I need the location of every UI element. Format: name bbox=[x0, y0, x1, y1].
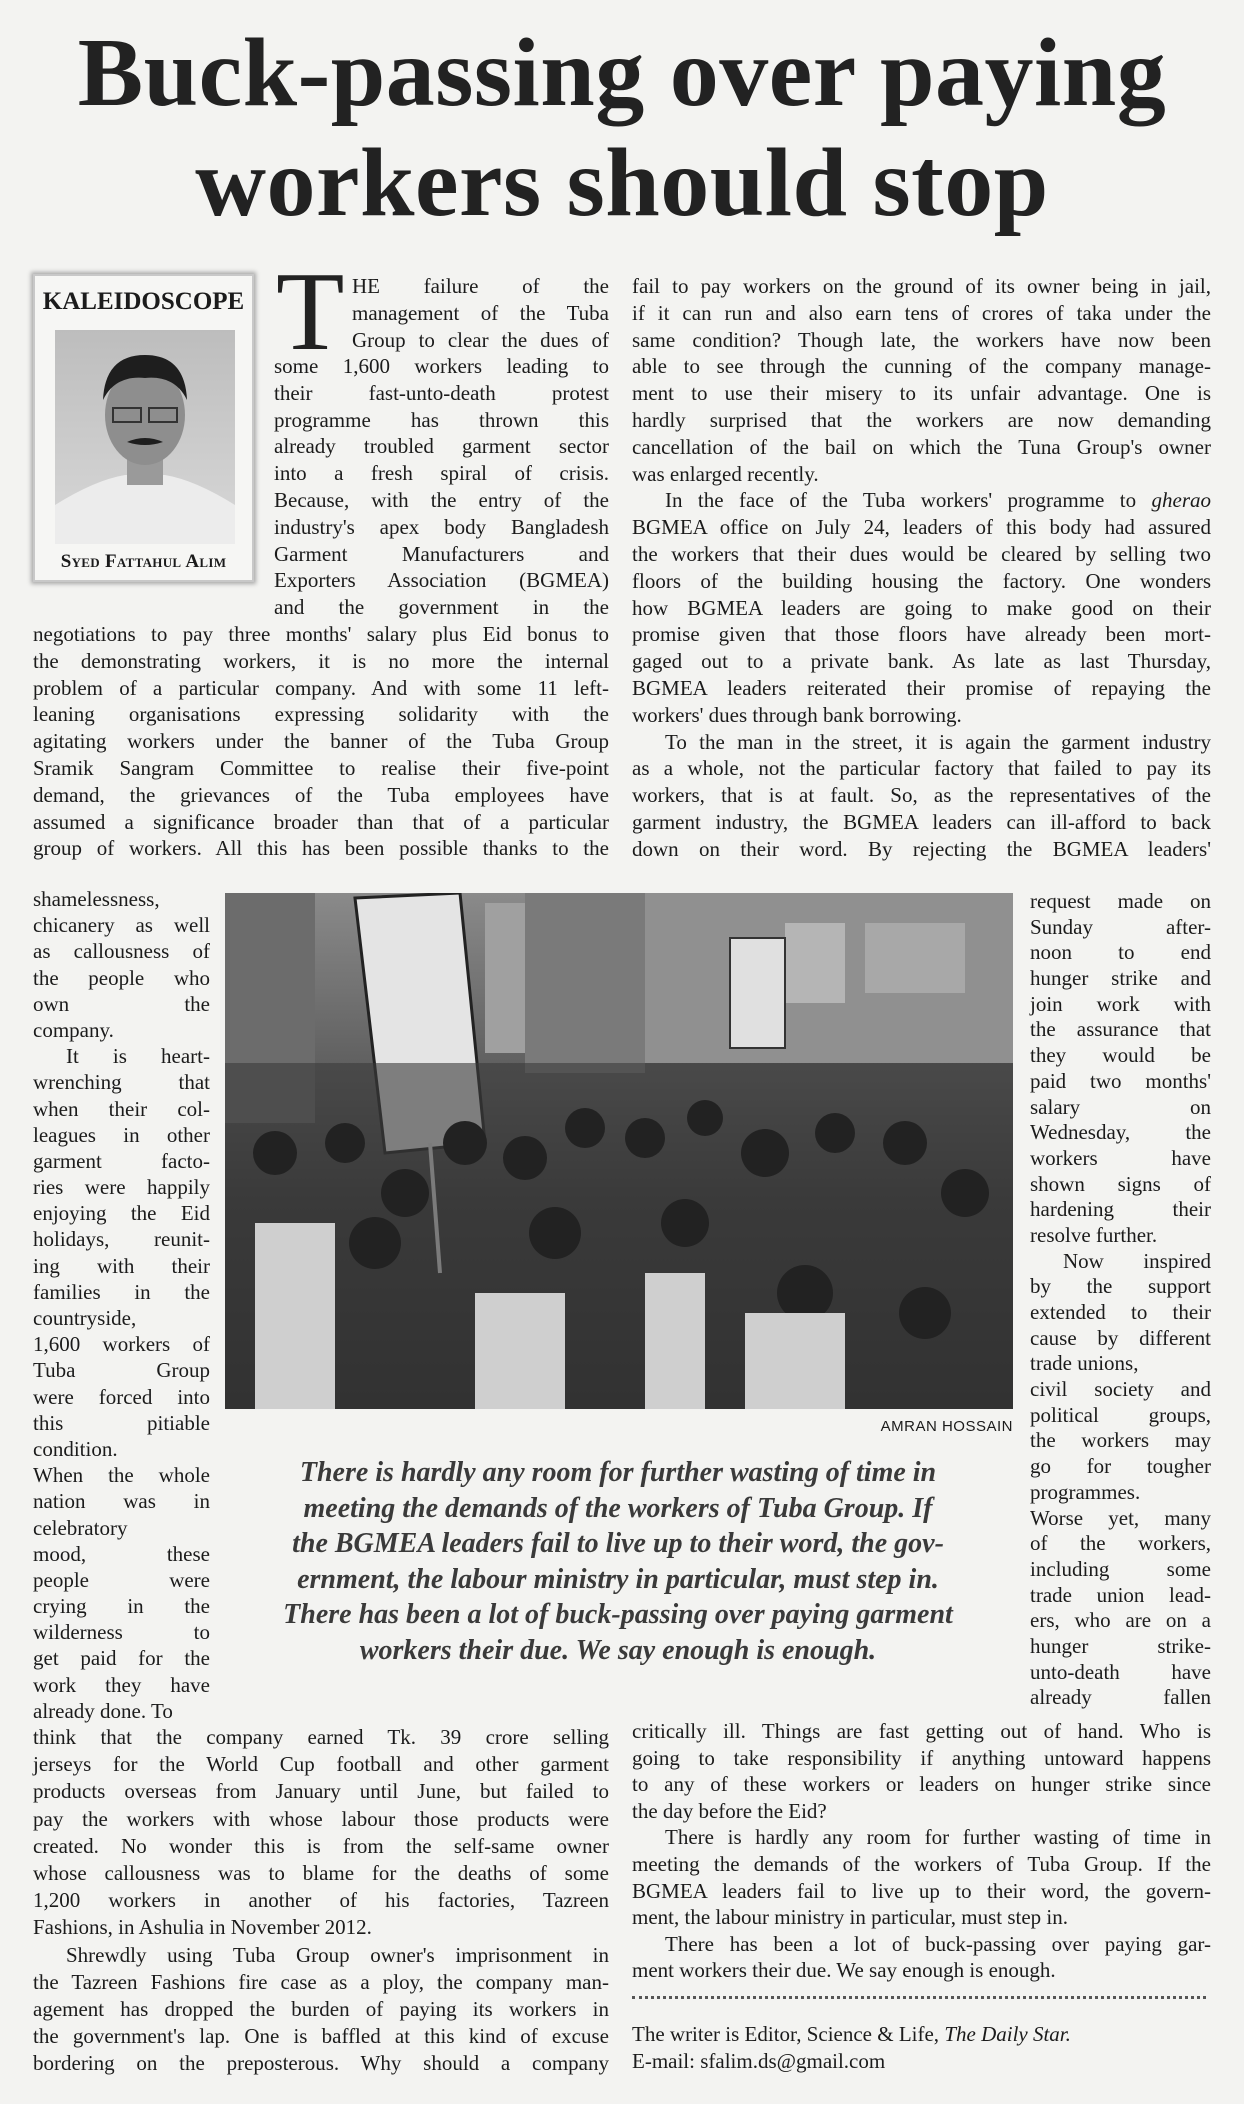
text-line: Wednesday, the bbox=[1030, 1120, 1211, 1145]
text-line: join work with bbox=[1030, 991, 1211, 1016]
text-line: people were bbox=[33, 1567, 210, 1592]
text-line: hardly surprised that the workers are now demanding bbox=[632, 407, 1211, 432]
text-line: It is heart- bbox=[66, 1044, 210, 1069]
text-line: HE failure of the bbox=[352, 274, 609, 298]
text-line: Fashions, in Ashulia in November 2012. bbox=[33, 1915, 372, 1940]
text-line: 1,600 workers of bbox=[33, 1332, 210, 1357]
pull-quote bbox=[238, 1455, 998, 1669]
text-line: by the support bbox=[1030, 1274, 1211, 1299]
text-line: condition. bbox=[33, 1436, 118, 1461]
text-line: critically ill. Things are fast getting out of hand. Who is bbox=[632, 1719, 1211, 1743]
intro-main-text bbox=[274, 353, 609, 621]
text-line: down on their word. By rejecting the BGMEA leaders' bbox=[632, 836, 1211, 861]
text-line: ing with their bbox=[33, 1253, 210, 1278]
text-line: unto-death have bbox=[1030, 1659, 1211, 1684]
text-line: demand, the grievances of the Tuba employees have bbox=[33, 782, 609, 807]
text-line: celebratory bbox=[33, 1515, 128, 1540]
text-line: hunger strike and bbox=[1030, 966, 1211, 991]
text-line: company. bbox=[33, 1017, 114, 1042]
text-line: BGMEA leaders reiterated their promise of repaying the bbox=[632, 675, 1211, 700]
text-line: chicanery as well bbox=[33, 913, 210, 938]
text-line: the people who bbox=[33, 965, 210, 990]
text-line: salary on bbox=[1030, 1094, 1211, 1119]
text-line: and the government in the bbox=[274, 595, 609, 620]
text-line: gaged out to a private bank. As late as last Thursday, bbox=[632, 649, 1211, 674]
text-line: Exporters Association (BGMEA) bbox=[274, 568, 609, 593]
text-line: crying in the bbox=[33, 1594, 210, 1619]
text-line: as a whole, not the particular factory that failed to pay its bbox=[632, 756, 1211, 781]
text-line: political groups, bbox=[1030, 1402, 1211, 1427]
author-bio-text: The writer is Editor, Science & Life, bbox=[632, 2022, 945, 2046]
text-line: workers' dues through bank borrowing. bbox=[632, 702, 962, 727]
text-line: into a fresh spiral of crisis. bbox=[274, 461, 609, 486]
text-line: programmes. bbox=[1030, 1479, 1141, 1504]
photo-credit: AMRAN HOSSAIN bbox=[880, 1418, 1013, 1435]
text-line: their fast-unto-death protest bbox=[274, 380, 609, 405]
text-line: extended to their bbox=[1030, 1300, 1211, 1324]
text-line: get paid for the bbox=[33, 1646, 210, 1671]
text-line: own the bbox=[33, 991, 210, 1016]
text-line: meeting the demands of the workers of Tuba Group. If the bbox=[632, 1851, 1211, 1876]
text-line: promise given that those floors have already been mort- bbox=[632, 622, 1211, 647]
text-line: work they have bbox=[33, 1672, 210, 1697]
text-line: fail to pay workers on the ground of its owner being in jail, bbox=[632, 274, 1211, 298]
text-line: garment industry, the BGMEA leaders can ill-afford to back bbox=[632, 809, 1211, 834]
text-line: think that the company earned Tk. 39 crore selling bbox=[33, 1725, 609, 1749]
text-line: Now inspired bbox=[1063, 1248, 1211, 1273]
text-line: already fallen bbox=[1030, 1685, 1211, 1710]
text-line: the day before the Eid? bbox=[632, 1798, 827, 1823]
intro-dropcap-text bbox=[352, 273, 609, 353]
text-line: products overseas from January until June, but failed to bbox=[33, 1779, 609, 1804]
text-line: negotiations to pay three months' salary plus Eid bonus to bbox=[33, 622, 609, 646]
text-line: the workers that their dues would be cleared by selling two bbox=[632, 541, 1211, 566]
text-line: to any of these workers or leaders on hunger strike since bbox=[632, 1772, 1211, 1797]
text-line: already troubled garment sector bbox=[274, 434, 609, 459]
text-line: holidays, reunit- bbox=[33, 1227, 210, 1252]
text-line: ers, who are on a bbox=[1030, 1608, 1211, 1633]
text-line: some 1,600 workers leading to bbox=[274, 354, 609, 378]
text-line: There is hardly any room for further wasting of time in bbox=[665, 1825, 1211, 1850]
text-line: nation was in bbox=[33, 1489, 210, 1514]
italic-word: gherao bbox=[1151, 488, 1211, 513]
author-portrait bbox=[55, 330, 235, 544]
text-line: hardening their bbox=[1030, 1197, 1211, 1222]
text-line: the demonstrating workers, it is no more the internal bbox=[33, 648, 609, 673]
text-line: request made on bbox=[1030, 889, 1211, 913]
text-line: When the whole bbox=[33, 1463, 210, 1488]
text-line: whose callousness was to blame for the deaths of some bbox=[33, 1860, 609, 1885]
bottom-right-text bbox=[632, 1718, 1211, 1984]
text-line: 1,200 workers in another of his factories, Tazreen bbox=[33, 1888, 609, 1913]
text-line: enjoying the Eid bbox=[33, 1201, 210, 1226]
headline-line-2: workers should stop bbox=[195, 129, 1049, 237]
text-line: ment workers their due. We say enough is enough. bbox=[632, 1958, 1056, 1983]
text-line: ment to use their misery to its unfair advantage. One is bbox=[632, 381, 1211, 406]
author-email: E-mail: sfalim.ds@gmail.com bbox=[632, 2049, 886, 2073]
pull-quote-line: There is hardly any room for further wasting of time in bbox=[299, 1457, 937, 1488]
column-name: KALEIDOSCOPE bbox=[42, 288, 245, 315]
text-line: resolve further. bbox=[1030, 1222, 1158, 1247]
text-line: workers have bbox=[1030, 1145, 1211, 1170]
footer-divider bbox=[632, 1996, 1206, 1999]
text-line: To the man in the street, it is again the garment industry bbox=[665, 729, 1211, 754]
text-line: countryside, bbox=[33, 1306, 137, 1330]
text-line: the workers may bbox=[1030, 1428, 1211, 1453]
text-line: bordering on the preposterous. Why should a company bbox=[33, 2051, 609, 2076]
text-line: the Tazreen Fashions fire case as a ploy, the company man- bbox=[33, 1969, 609, 1994]
column-2-top-text bbox=[632, 273, 1211, 863]
text-line: cancellation of the bail on which the Tuna Group's owner bbox=[632, 434, 1211, 459]
text-line: of the workers, bbox=[1030, 1531, 1211, 1556]
text-line: Group to clear the dues of bbox=[352, 327, 609, 352]
pull-quote-line: meeting the demands of the workers of Tuba Group. If bbox=[303, 1492, 933, 1524]
column-1-full-text bbox=[33, 621, 609, 862]
text-line: workers, that is at fault. So, as the representatives of the bbox=[632, 783, 1211, 808]
text-line: shamelessness, bbox=[33, 887, 160, 911]
text-line: already done. To bbox=[33, 1698, 173, 1723]
text-line: this pitiable bbox=[33, 1410, 210, 1435]
text-line: floors of the building housing the factory. One wonders bbox=[632, 568, 1211, 593]
pull-quote-line: the BGMEA leaders fail to live up to their word, the gov- bbox=[292, 1528, 944, 1560]
headline-line-1: Buck-passing over paying bbox=[77, 19, 1167, 127]
columnist-box bbox=[33, 274, 254, 582]
text-line: including some bbox=[1030, 1556, 1211, 1581]
author-bio bbox=[632, 2022, 1071, 2047]
text-line: how BGMEA leaders are going to make good on their bbox=[632, 595, 1211, 620]
text-line: Worse yet, many bbox=[1030, 1505, 1211, 1530]
text-line: Sunday after- bbox=[1030, 914, 1211, 939]
text-line: cause by different bbox=[1030, 1325, 1211, 1350]
text-line: the assurance that bbox=[1030, 1017, 1211, 1042]
text-line: as callousness of bbox=[33, 939, 210, 964]
text-line: was enlarged recently. bbox=[632, 461, 819, 486]
narrow-left-text bbox=[33, 886, 210, 1724]
text-line: shown signs of bbox=[1030, 1171, 1211, 1196]
text-line: wilderness to bbox=[33, 1620, 210, 1645]
pull-quote-line: There has been a lot of buck-passing over paying garment bbox=[283, 1599, 953, 1631]
text-line: management of the Tuba bbox=[352, 300, 609, 325]
text-line: jerseys for the World Cup football and other garment bbox=[33, 1752, 609, 1777]
text-line: industry's apex body Bangladesh bbox=[274, 514, 609, 539]
text-line: trade union lead- bbox=[1030, 1582, 1211, 1607]
text-line: garment facto- bbox=[33, 1148, 210, 1173]
text-line: they would be bbox=[1030, 1043, 1211, 1068]
text-line: civil society and bbox=[1030, 1377, 1211, 1402]
text-line: noon to end bbox=[1030, 940, 1211, 965]
text-line: paid two months' bbox=[1030, 1068, 1211, 1093]
text-line: created. No wonder this is from the self-same owner bbox=[33, 1833, 609, 1858]
publication-name: The Daily Star. bbox=[944, 2022, 1071, 2046]
text-line: going to take responsibility if anything untoward happens bbox=[632, 1745, 1211, 1770]
text-line: In the face of the Tuba workers' programme to gherao bbox=[665, 488, 1211, 513]
author-name: Syed Fattahul Alim bbox=[60, 551, 227, 572]
text-line: programme has thrown this bbox=[274, 407, 609, 432]
text-line: ries were happily bbox=[33, 1175, 210, 1200]
narrow-right-text bbox=[1030, 889, 1211, 1711]
text-line: There has been a lot of buck-passing over paying gar- bbox=[665, 1931, 1211, 1956]
text-line: Because, with the entry of the bbox=[274, 487, 609, 512]
text-line: mood, these bbox=[33, 1541, 210, 1566]
text-line: problem of a particular company. And with some 11 left- bbox=[33, 675, 609, 700]
text-line: agitating workers under the banner of the Tuba Group bbox=[33, 729, 609, 754]
text-line: pay the workers with whose labour those products were bbox=[33, 1806, 609, 1831]
text-line: Sramik Sangram Committee to realise their five-point bbox=[33, 755, 609, 780]
text-line: assumed a significance broader than that of a particular bbox=[33, 809, 609, 834]
text-line: Tuba Group bbox=[33, 1358, 210, 1383]
text-line: same condition? Though late, the workers have now been bbox=[632, 327, 1211, 352]
text-line: BGMEA office on July 24, leaders of this body had assured bbox=[632, 515, 1211, 540]
text-line: hunger strike- bbox=[1030, 1633, 1211, 1658]
text-line: leagues in other bbox=[33, 1122, 210, 1147]
pull-quote-line: workers their due. We say enough is enough. bbox=[359, 1634, 877, 1666]
text-line: go for tougher bbox=[1030, 1454, 1211, 1479]
drop-cap: T bbox=[276, 250, 345, 374]
text-line: families in the bbox=[33, 1279, 210, 1304]
text-line: the government's lap. One is baffled at this kind of excuse bbox=[33, 2024, 609, 2049]
text-line: Garment Manufacturers and bbox=[274, 541, 609, 566]
text-line: when their col- bbox=[33, 1096, 210, 1121]
text-line: Shrewdly using Tuba Group owner's imprisonment in bbox=[66, 1942, 609, 1967]
text-line: leaning organisations expressing solidarity with the bbox=[33, 702, 609, 727]
text-line: BGMEA leaders fail to live up to their word, the govern- bbox=[632, 1878, 1211, 1903]
text-line: group of workers. All this has been possible thanks to the bbox=[33, 836, 609, 861]
text-line: wrenching that bbox=[33, 1070, 210, 1095]
pull-quote-line: ernment, the labour ministry in particular, must step in. bbox=[297, 1563, 939, 1595]
text-line: agement has dropped the burden of paying its workers in bbox=[33, 1996, 609, 2021]
protest-photo bbox=[225, 893, 1013, 1409]
text-line: trade unions, bbox=[1030, 1351, 1139, 1376]
text-line: able to see through the cunning of the company manage- bbox=[632, 354, 1211, 379]
bottom-left-text bbox=[33, 1724, 609, 2077]
text-line: ment, the labour ministry in particular, must step in. bbox=[632, 1905, 1068, 1930]
text-line: if it can run and also earn tens of crores of taka under the bbox=[632, 300, 1211, 325]
text-line: were forced into bbox=[33, 1384, 210, 1409]
